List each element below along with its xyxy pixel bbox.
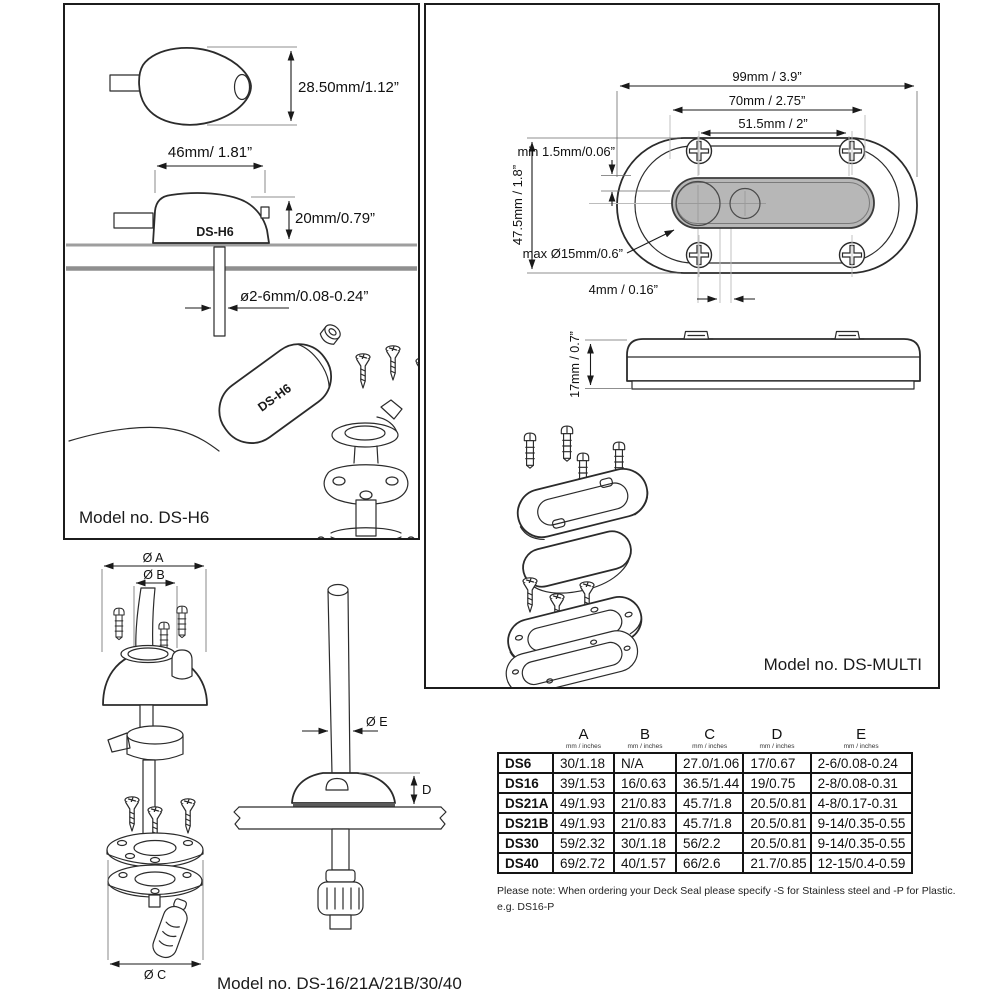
ds-multi-top-view-drawing	[510, 69, 917, 303]
ds-h6-side-view-drawing	[66, 144, 417, 336]
panel-ds-h6	[63, 3, 420, 540]
value-cell: 45.7/1.8	[676, 813, 743, 833]
pod-exploded	[207, 332, 343, 455]
value-cell: 30/1.18	[614, 833, 676, 853]
dim-cable-label: ø2-6mm/0.08-0.24”	[240, 288, 369, 305]
value-cell: 20.5/0.81	[743, 793, 810, 813]
ordering-note	[497, 884, 956, 916]
dim-b-label: Ø B	[143, 568, 165, 582]
machine-screw-icon	[177, 606, 187, 637]
value-cell: 69/2.72	[553, 853, 614, 873]
value-cell: 21/0.83	[614, 793, 676, 813]
value-cell: 16/0.63	[614, 773, 676, 793]
ds-series-exploded-drawing	[102, 551, 207, 982]
ds-multi-exploded-drawing	[502, 426, 653, 687]
col-e-units: mm / inches	[843, 743, 879, 750]
dim-fixing-label: 70mm / 2.75”	[728, 93, 806, 108]
spec-table	[497, 727, 913, 874]
screw-icon	[386, 346, 400, 380]
dim-a-label: Ø A	[142, 551, 164, 565]
dim-d-label: D	[422, 782, 432, 797]
ds-h6-top-view-drawing	[110, 47, 399, 125]
caption-ds-series: Model no. DS-16/21A/21B/30/40	[217, 974, 462, 993]
caption-ds-multi: Model no. DS-MULTI	[763, 655, 922, 674]
value-cell: 12-15/0.4-0.59	[811, 853, 912, 873]
value-cell: 19/0.75	[743, 773, 810, 793]
value-cell: 49/1.93	[553, 793, 614, 813]
dim-top-height-label: 28.50mm/1.12”	[298, 79, 399, 96]
screw-icon	[416, 358, 418, 392]
header-col-e	[811, 727, 912, 753]
cable-slot	[672, 178, 874, 228]
model-cell: DS16	[498, 773, 553, 793]
table-row	[498, 813, 912, 833]
ds-series-drawing	[60, 548, 520, 1000]
header-empty	[498, 727, 553, 753]
dim-width-label: 46mm/ 1.81”	[167, 144, 253, 161]
pod-exploded-label: DS-H6	[255, 381, 294, 415]
profile-base-plate	[632, 381, 914, 389]
note-line-1: Please note: When ordering your Deck Seal please specify -S for Stainless steel and -P for Plastic.	[497, 885, 956, 897]
note-line-2: e.g. DS16-P	[497, 900, 555, 913]
table-row	[498, 753, 912, 773]
ds-h6-exploded-drawing	[69, 322, 418, 538]
value-cell: 59/2.32	[553, 833, 614, 853]
header-col-b	[614, 727, 676, 753]
value-cell: 49/1.93	[553, 813, 614, 833]
flange-gasket	[108, 865, 202, 897]
value-cell: 20.5/0.81	[743, 833, 810, 853]
dim-gap-label: 4mm / 0.16”	[588, 282, 658, 297]
value-cell: 2-8/0.08-0.31	[811, 773, 912, 793]
table-row	[498, 793, 912, 813]
table-row	[498, 853, 912, 873]
dimensions-table	[497, 727, 913, 874]
screw-icon	[523, 578, 537, 612]
ds-series-install-drawing	[234, 585, 446, 930]
dim-c-label: Ø C	[143, 968, 167, 982]
cable	[140, 705, 153, 728]
col-c-letter: C	[704, 726, 716, 743]
screw-icon	[356, 354, 370, 388]
base-flange	[107, 833, 203, 867]
col-d-units: mm / inches	[759, 743, 795, 750]
header-col-a	[553, 727, 614, 753]
col-d-letter: D	[771, 726, 783, 743]
value-cell: 2-6/0.08-0.24	[811, 753, 912, 773]
col-b-units: mm / inches	[627, 743, 663, 750]
cable	[136, 588, 155, 652]
cable-stub	[114, 213, 153, 228]
dim-max-label: max Ø15mm/0.6”	[522, 246, 623, 261]
pod-side-notch	[261, 207, 269, 218]
profile-body	[627, 339, 920, 381]
value-cell: 9-14/0.35-0.55	[811, 833, 912, 853]
value-cell: 9-14/0.35-0.55	[811, 813, 912, 833]
dim-e-label: Ø E	[366, 715, 388, 729]
value-cell: 36.5/1.44	[676, 773, 743, 793]
cable	[149, 895, 160, 907]
cable-below-deck	[214, 247, 225, 336]
dome-base	[292, 773, 395, 803]
col-a-letter: A	[578, 726, 589, 743]
value-cell: 45.7/1.8	[676, 793, 743, 813]
model-cell: DS21B	[498, 813, 553, 833]
caption-ds-h6: Model no. DS-H6	[79, 508, 210, 527]
model-cell: DS6	[498, 753, 553, 773]
value-cell: 30/1.18	[553, 753, 614, 773]
model-cell: DS30	[498, 833, 553, 853]
cable-curve	[69, 427, 219, 451]
swivel-mount	[318, 400, 414, 538]
col-a-units: mm / inches	[565, 743, 602, 750]
dim-length-label: 99mm / 3.9”	[732, 69, 802, 84]
value-cell: N/A	[614, 753, 676, 773]
value-cell: 40/1.57	[614, 853, 676, 873]
set-screw-icon	[318, 322, 342, 347]
pole-top	[328, 585, 348, 596]
machine-screw-icon	[114, 608, 124, 639]
value-cell: 27.0/1.06	[676, 753, 743, 773]
model-cell: DS40	[498, 853, 553, 873]
machine-screw-icon	[524, 433, 535, 468]
area-ds-series	[60, 548, 520, 1000]
pole-below-deck	[332, 829, 349, 870]
dome-side-port	[172, 650, 192, 679]
value-cell: 21/0.83	[614, 813, 676, 833]
col-e-letter: E	[856, 726, 867, 743]
value-cell: 66/2.6	[676, 853, 743, 873]
value-cell: 17/0.67	[743, 753, 810, 773]
header-col-d	[743, 727, 810, 753]
dim-min-label: min 1.5mm/0.06”	[517, 144, 615, 159]
pole	[328, 591, 350, 774]
header-col-c	[676, 727, 743, 753]
screw-icon	[181, 799, 195, 833]
model-cell: DS21A	[498, 793, 553, 813]
col-c-units: mm / inches	[692, 743, 728, 750]
dim-side-height-label: 20mm/0.79”	[295, 210, 376, 227]
dim-slot-label: 51.5mm / 2”	[738, 116, 808, 131]
ds-h6-drawing	[65, 5, 418, 538]
dimension-lines	[585, 340, 632, 389]
table-row	[498, 773, 912, 793]
value-cell: 39/1.53	[553, 773, 614, 793]
dim-height-label: 47.5mm / 1.8”	[510, 164, 525, 246]
ds-multi-side-view-drawing	[568, 331, 920, 398]
split-bushing	[108, 726, 183, 760]
screw-icon	[125, 797, 139, 831]
table-row	[498, 833, 912, 853]
machine-screw-icon	[561, 426, 572, 461]
value-cell: 4-8/0.17-0.31	[811, 793, 912, 813]
pod-body-label: DS-H6	[196, 225, 234, 239]
compression-fitting	[318, 870, 363, 929]
dim-profile-label: 17mm / 0.7”	[568, 331, 582, 398]
cable-exit-oval	[235, 75, 250, 100]
value-cell: 56/2.2	[676, 833, 743, 853]
col-b-letter: B	[639, 726, 650, 743]
value-cell: 20.5/0.81	[743, 813, 810, 833]
table-header-row	[498, 727, 912, 753]
value-cell: 21.7/0.85	[743, 853, 810, 873]
deck-cross-section	[234, 807, 446, 829]
